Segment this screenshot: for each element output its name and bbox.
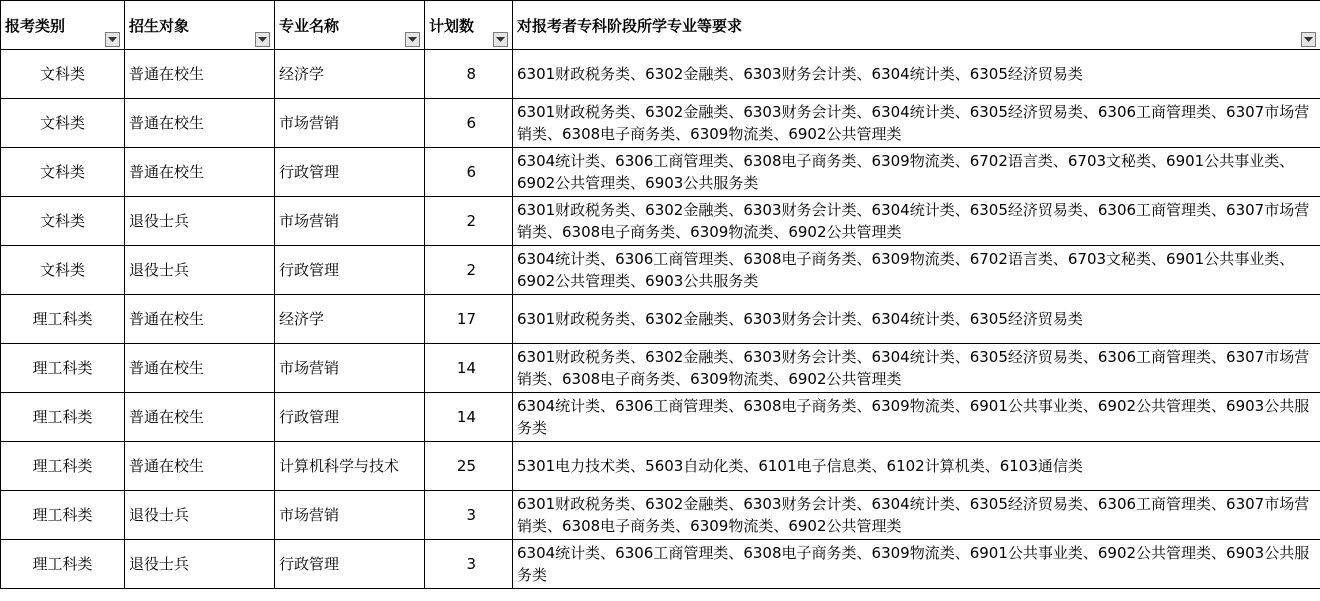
filter-dropdown-icon[interactable] xyxy=(1301,32,1316,47)
cell-requirements: 6301财政税务类、6302金融类、6303财务会计类、6304统计类、6305经济贸易类 xyxy=(513,295,1320,344)
cell-target: 普通在校生 xyxy=(125,148,275,197)
cell-requirements: 6301财政税务类、6302金融类、6303财务会计类、6304统计类、6305经济贸易类、6306工商管理类、6307市场营销类、6308电子商务类、6309物流类、6902公共管理类 xyxy=(513,344,1320,393)
cell-requirements: 6301财政税务类、6302金融类、6303财务会计类、6304统计类、6305经济贸易类、6306工商管理类、6307市场营销类、6308电子商务类、6309物流类、6902公共管理类 xyxy=(513,491,1320,540)
table-row xyxy=(1,442,1320,491)
cell-target: 退役士兵 xyxy=(125,197,275,246)
cell-major: 市场营销 xyxy=(275,491,425,540)
header-label: 计划数 xyxy=(429,17,475,35)
header-plan xyxy=(425,1,513,50)
cell-plan: 14 xyxy=(425,393,513,442)
cell-requirements: 6304统计类、6306工商管理类、6308电子商务类、6309物流类、6901公共事业类、6902公共管理类、6903公共服务类 xyxy=(513,540,1320,589)
cell-category: 文科类 xyxy=(1,197,125,246)
header-category xyxy=(1,1,125,50)
cell-target: 普通在校生 xyxy=(125,344,275,393)
table-row xyxy=(1,50,1320,99)
cell-target: 普通在校生 xyxy=(125,295,275,344)
cell-requirements: 6301财政税务类、6302金融类、6303财务会计类、6304统计类、6305经济贸易类、6306工商管理类、6307市场营销类、6308电子商务类、6309物流类、6902公共管理类 xyxy=(513,99,1320,148)
cell-category: 理工科类 xyxy=(1,491,125,540)
table-row xyxy=(1,295,1320,344)
cell-plan: 14 xyxy=(425,344,513,393)
table-row xyxy=(1,344,1320,393)
cell-category: 文科类 xyxy=(1,99,125,148)
cell-plan: 3 xyxy=(425,540,513,589)
cell-plan: 25 xyxy=(425,442,513,491)
table-row xyxy=(1,148,1320,197)
cell-target: 普通在校生 xyxy=(125,442,275,491)
cell-requirements: 5301电力技术类、5603自动化类、6101电子信息类、6102计算机类、6103通信类 xyxy=(513,442,1320,491)
header-label: 招生对象 xyxy=(129,17,190,35)
cell-category: 理工科类 xyxy=(1,344,125,393)
cell-major: 行政管理 xyxy=(275,540,425,589)
header-label: 报考类别 xyxy=(5,17,66,35)
table-row xyxy=(1,197,1320,246)
table-row xyxy=(1,540,1320,589)
cell-major: 经济学 xyxy=(275,295,425,344)
cell-major: 计算机科学与技术 xyxy=(275,442,425,491)
cell-major: 市场营销 xyxy=(275,99,425,148)
cell-plan: 17 xyxy=(425,295,513,344)
filter-dropdown-icon[interactable] xyxy=(255,32,270,47)
cell-category: 文科类 xyxy=(1,50,125,99)
header-label: 对报考者专科阶段所学专业等要求 xyxy=(517,17,743,35)
table-row xyxy=(1,393,1320,442)
cell-requirements: 6304统计类、6306工商管理类、6308电子商务类、6309物流类、6702语言类、6703文秘类、6901公共事业类、6902公共管理类、6903公共服务类 xyxy=(513,246,1320,295)
cell-plan: 8 xyxy=(425,50,513,99)
cell-category: 理工科类 xyxy=(1,393,125,442)
cell-major: 行政管理 xyxy=(275,148,425,197)
filter-dropdown-icon[interactable] xyxy=(405,32,420,47)
cell-requirements: 6304统计类、6306工商管理类、6308电子商务类、6309物流类、6702语言类、6703文秘类、6901公共事业类、6902公共管理类、6903公共服务类 xyxy=(513,148,1320,197)
table-row xyxy=(1,491,1320,540)
cell-requirements: 6301财政税务类、6302金融类、6303财务会计类、6304统计类、6305经济贸易类、6306工商管理类、6307市场营销类、6308电子商务类、6309物流类、6902公共管理类 xyxy=(513,197,1320,246)
cell-target: 退役士兵 xyxy=(125,491,275,540)
cell-major: 行政管理 xyxy=(275,393,425,442)
cell-major: 市场营销 xyxy=(275,197,425,246)
cell-plan: 3 xyxy=(425,491,513,540)
cell-plan: 6 xyxy=(425,99,513,148)
header-target xyxy=(125,1,275,50)
cell-target: 普通在校生 xyxy=(125,50,275,99)
cell-requirements: 6301财政税务类、6302金融类、6303财务会计类、6304统计类、6305经济贸易类 xyxy=(513,50,1320,99)
cell-plan: 6 xyxy=(425,148,513,197)
header-requirements xyxy=(513,1,1320,50)
cell-target: 普通在校生 xyxy=(125,393,275,442)
cell-target: 退役士兵 xyxy=(125,246,275,295)
cell-target: 普通在校生 xyxy=(125,99,275,148)
cell-major: 经济学 xyxy=(275,50,425,99)
header-label: 专业名称 xyxy=(279,17,340,35)
cell-plan: 2 xyxy=(425,246,513,295)
cell-major: 行政管理 xyxy=(275,246,425,295)
cell-category: 理工科类 xyxy=(1,540,125,589)
cell-category: 理工科类 xyxy=(1,295,125,344)
cell-category: 文科类 xyxy=(1,246,125,295)
filter-dropdown-icon[interactable] xyxy=(105,32,120,47)
table-row xyxy=(1,99,1320,148)
cell-requirements: 6304统计类、6306工商管理类、6308电子商务类、6309物流类、6901公共事业类、6902公共管理类、6903公共服务类 xyxy=(513,393,1320,442)
cell-major: 市场营销 xyxy=(275,344,425,393)
table-row xyxy=(1,246,1320,295)
header-major xyxy=(275,1,425,50)
cell-category: 文科类 xyxy=(1,148,125,197)
cell-category: 理工科类 xyxy=(1,442,125,491)
header-row xyxy=(1,1,1320,50)
cell-plan: 2 xyxy=(425,197,513,246)
filter-dropdown-icon[interactable] xyxy=(493,32,508,47)
cell-target: 退役士兵 xyxy=(125,540,275,589)
